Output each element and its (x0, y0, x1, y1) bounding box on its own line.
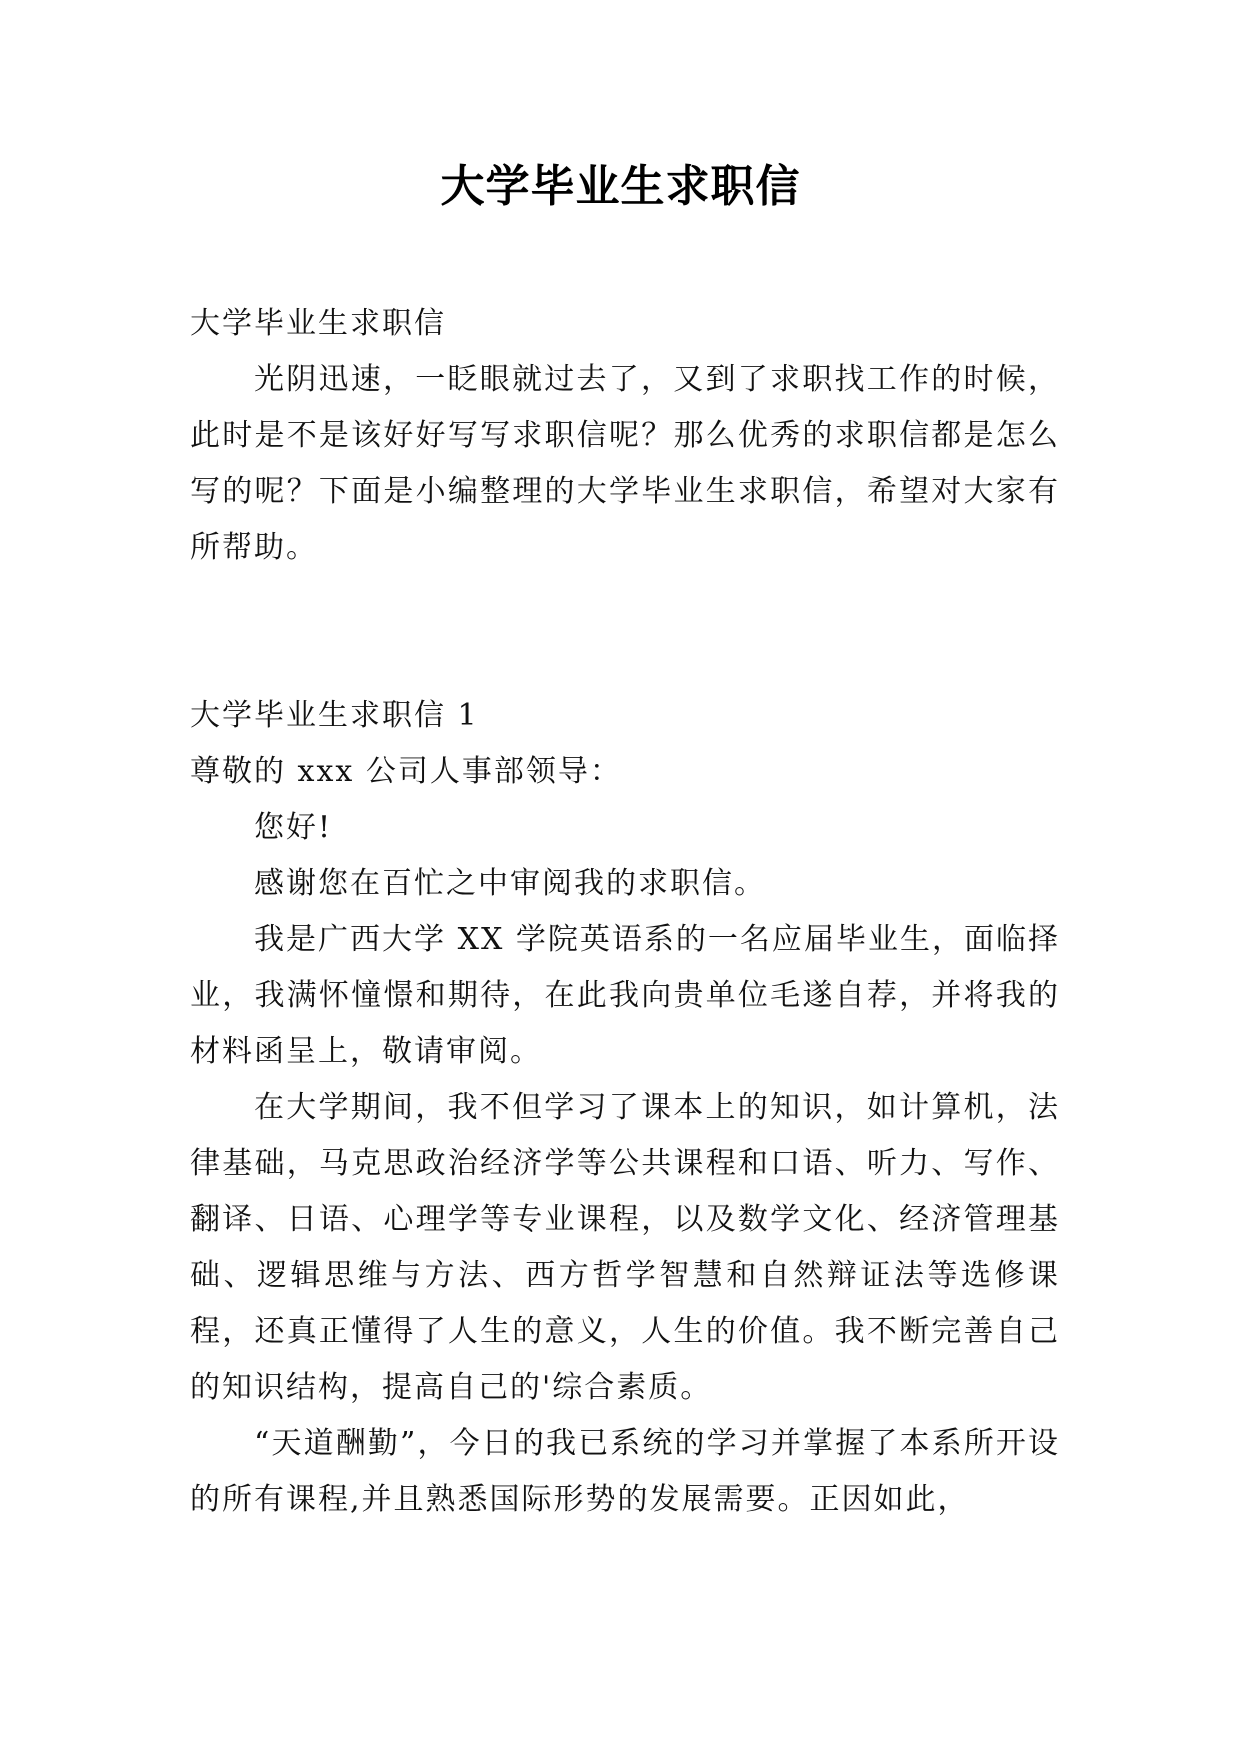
body-paragraph: 在大学期间，我不但学习了课本上的知识，如计算机，法律基础，马克思政治经济学等公共课程和口语、听力、写作、翻译、日语、心理学等专业课程，以及数学文化、经济管理基础、逻辑思维与方法、西方哲学智慧和自然辩证法等选修课程，还真正懂得了人生的意义，人生的价值。我不断完善自己的知识结构，提高自己的'综合素质。 (190, 1090, 1060, 1405)
document-title: 大学毕业生求职信 (440, 161, 801, 212)
greeting: 您好! (254, 810, 333, 845)
body-paragraph: “天道酬勤”，今日的我已系统的学习并掌握了本系所开设的所有课程,并且熟悉国际形势的发展需要。正因如此， (190, 1426, 1060, 1517)
letter-heading: 大学毕业生求职信 1 (190, 698, 479, 733)
section-spacer (190, 576, 1060, 688)
body-paragraph: 我是广西大学 XX 学院英语系的一名应届毕业生，面临择业，我满怀憧憬和期待，在此我向贵单位毛遂自荐，并将我的材料函呈上，敬请审阅。 (190, 922, 1060, 1069)
intro-paragraph: 光阴迅速，一眨眼就过去了，又到了求职找工作的时候，此时是不是该好好写写求职信呢？那么优秀的求职信都是怎么写的呢？下面是小编整理的大学毕业生求职信，希望对大家有所帮助。 (190, 362, 1060, 565)
document-body (190, 296, 1060, 1528)
salutation: 尊敬的 xxx 公司人事部领导： (190, 754, 622, 789)
body-paragraph: 感谢您在百忙之中审阅我的求职信。 (254, 866, 766, 901)
intro-heading: 大学毕业生求职信 (190, 306, 446, 341)
